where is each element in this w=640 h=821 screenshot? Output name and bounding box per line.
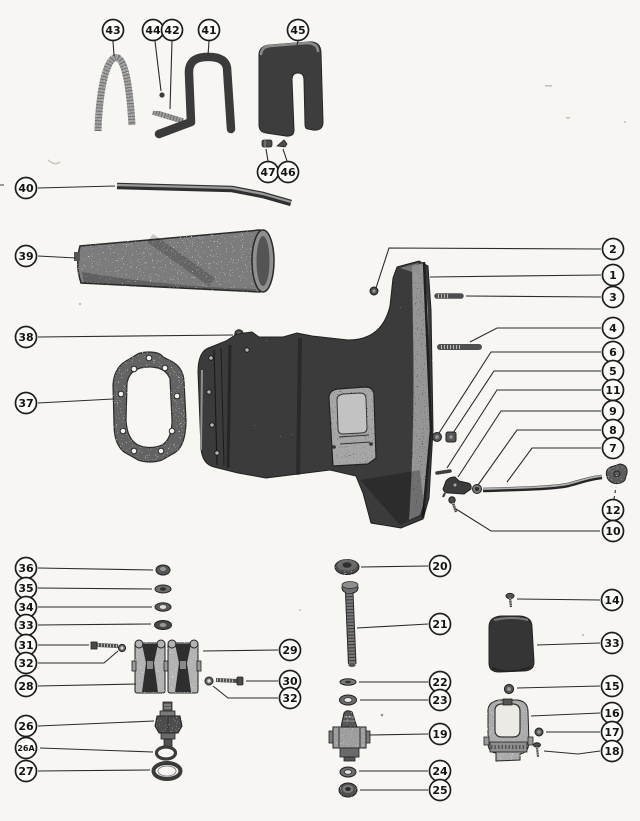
callout-number-14: 14 [604, 593, 620, 607]
callout-number-37: 37 [18, 396, 34, 410]
callout-number-12: 12 [605, 503, 621, 517]
rivet [215, 451, 219, 455]
callout-number-9: 9 [609, 404, 617, 418]
gasket-hole [120, 428, 126, 434]
gasket-hole [169, 428, 175, 434]
mount-tab [197, 661, 201, 671]
part-44-pin [159, 92, 164, 97]
callout-7 [507, 438, 624, 483]
bolt-tip [348, 663, 355, 667]
bracket-lug [528, 737, 533, 745]
coupler-flange [329, 731, 333, 743]
part-9-anchor-bracket [443, 477, 471, 497]
callout-32 [16, 651, 119, 674]
leader-line-40 [38, 186, 115, 188]
part-16-mount-bracket [484, 699, 533, 761]
part-14-screw [506, 593, 514, 607]
callout-24 [359, 761, 451, 782]
callout-number-20: 20 [432, 559, 448, 573]
part-36-nut [156, 565, 170, 575]
callout-11 [447, 380, 624, 469]
body-crease [298, 338, 300, 475]
part-28-engine-mount [132, 640, 168, 693]
part-10-screw [449, 497, 456, 512]
part-30-screw [216, 677, 243, 685]
screw-head [91, 642, 97, 649]
callout-47 [258, 149, 279, 183]
callout-number-31: 31 [18, 638, 34, 652]
washer-hole [121, 647, 124, 650]
callout-number-24: 24 [432, 764, 448, 778]
part-bell-housing [198, 261, 433, 528]
callout-number-38: 38 [18, 330, 34, 344]
callout-28 [16, 676, 137, 697]
part-27-seal-ring [154, 763, 181, 779]
callout-44 [143, 20, 164, 92]
rivet [210, 423, 214, 427]
callout-4 [470, 318, 624, 343]
rubber-mount-body [489, 616, 534, 672]
callout-6 [439, 342, 624, 434]
part-35-washer [155, 585, 171, 593]
leader-line-27 [38, 770, 150, 771]
gasket-hole [158, 448, 164, 454]
part-29-engine-mount [168, 640, 201, 693]
callout-number-11: 11 [605, 383, 621, 397]
part-34-washer [155, 603, 171, 611]
scan-speck [79, 303, 81, 305]
leader-line-36 [38, 568, 153, 570]
nut-hole [507, 687, 511, 691]
gasket-body [113, 352, 186, 462]
leader-line-26 [38, 721, 154, 726]
callout-3 [466, 287, 624, 308]
callout-number-17: 17 [604, 725, 620, 739]
callout-number-40: 40 [18, 181, 34, 195]
part-26A-o-ring [157, 747, 176, 759]
callout-36 [16, 558, 154, 579]
callout-number-35: 35 [18, 581, 34, 595]
callout-46 [278, 149, 299, 183]
callout-number-18: 18 [604, 744, 620, 758]
callout-number-29: 29 [282, 643, 298, 657]
scan-speck [299, 609, 301, 611]
callout-20 [361, 556, 451, 577]
callout-number-19: 19 [432, 727, 448, 741]
callout-number-3: 3 [609, 290, 617, 304]
bracket-hole [454, 484, 457, 487]
leader-line-21 [357, 624, 428, 628]
leader-line-42 [170, 41, 172, 109]
part-6-nut [433, 433, 442, 442]
part-2-nut [370, 287, 378, 295]
mount-lug [190, 640, 198, 648]
callout-number-33: 33 [18, 618, 34, 632]
callout-number-1: 1 [609, 268, 617, 282]
bolt-head-top [342, 582, 358, 589]
callout-26A [16, 738, 154, 759]
part-41-rubber-seal [159, 57, 231, 134]
callout-number-22: 22 [432, 675, 448, 689]
washer-hole [160, 605, 166, 609]
callout-43 [103, 20, 124, 57]
leader-line-4 [470, 328, 601, 342]
callout-number-21: 21 [432, 617, 448, 631]
callout-1 [430, 265, 624, 286]
washer-hole [344, 698, 352, 703]
part-32b-washer [205, 677, 213, 685]
panel-bolt [332, 445, 336, 449]
callout-18 [544, 741, 623, 762]
leader-line-14 [517, 599, 600, 600]
cap-body [606, 464, 627, 484]
part-43-channel-strip [98, 58, 132, 131]
bracket-body [443, 477, 471, 494]
callout-number-16: 16 [604, 706, 620, 720]
mount-lug [135, 640, 143, 648]
callout-12 [603, 487, 624, 521]
leader-line-32 [38, 651, 118, 663]
callout-27 [16, 761, 151, 782]
washer-hole [345, 681, 351, 683]
leader-line-44 [155, 41, 161, 91]
seal-ring-inner [158, 766, 176, 776]
callout-number-44: 44 [145, 23, 161, 37]
callout-number-46: 46 [280, 165, 296, 179]
leader-line-18 [544, 751, 600, 754]
callout-29 [203, 640, 301, 661]
housing-center-panel [329, 387, 376, 466]
scan-speck [582, 634, 584, 636]
part-20-nut [335, 560, 359, 575]
gasket-hole [118, 391, 124, 397]
gasket-hole [131, 448, 137, 454]
part-26-fitting [155, 702, 182, 747]
leader-line-15 [517, 686, 600, 688]
part-42-strip [153, 112, 183, 121]
part-46-rivet [277, 140, 287, 147]
leader-line-46 [283, 149, 287, 161]
callout-number-2: 2 [609, 242, 617, 256]
callout-number-26A: 26A [17, 743, 35, 753]
part-33b-rubber-mount [489, 616, 534, 672]
bracket-window [495, 704, 520, 737]
coupler-stub [344, 757, 355, 761]
callout-38 [16, 327, 234, 348]
leader-line-19 [369, 734, 428, 735]
mount-slot [147, 661, 153, 669]
callout-number-25: 25 [432, 783, 448, 797]
washer-hole [344, 770, 351, 774]
callout-number-30: 30 [282, 674, 298, 688]
part-31-screw [91, 642, 118, 649]
callout-10 [456, 509, 624, 542]
callout-number-32: 32 [282, 691, 298, 705]
screw-head [506, 593, 514, 598]
gasket-hole [174, 393, 180, 399]
part-23-washer [340, 695, 357, 705]
scan-speck [0, 184, 4, 186]
callout-number-8: 8 [609, 423, 617, 437]
fitting-flange [160, 711, 175, 716]
leader-line-9 [458, 411, 601, 477]
bracket-foot [443, 493, 445, 497]
leader-line-33 [537, 643, 600, 645]
callout-25 [360, 780, 451, 801]
scan-speck [48, 160, 60, 164]
leader-line-7 [507, 448, 601, 482]
callout-number-5: 5 [609, 364, 617, 378]
part-17-nut [535, 728, 543, 736]
leader-line-33 [38, 624, 151, 625]
scan-speck [566, 117, 570, 119]
tube-left-tab [74, 252, 80, 261]
callout-23 [360, 690, 451, 711]
mount-lug [157, 640, 165, 648]
part-5-nut [446, 432, 456, 442]
part-11-pin [437, 471, 450, 473]
gasket-hole [162, 365, 168, 371]
leader-line-6 [439, 352, 601, 433]
scan-speck [545, 85, 552, 87]
coupler-base [340, 748, 359, 757]
nut-hole [449, 435, 452, 438]
coupler-flange [366, 731, 370, 743]
callout-number-23: 23 [432, 693, 448, 707]
washer-hole [207, 679, 210, 682]
leader-line-11 [447, 390, 601, 468]
callout-number-34: 34 [18, 600, 34, 614]
callout-number-41: 41 [201, 23, 217, 37]
callout-number-28: 28 [18, 679, 34, 693]
screw-head [449, 497, 455, 503]
rivet [209, 356, 213, 360]
fitting-stem [163, 702, 172, 712]
washer-hole [475, 487, 479, 491]
screw-head [534, 743, 541, 747]
mount-tab [164, 661, 168, 671]
callout-number-47: 47 [260, 165, 276, 179]
screw-head [237, 677, 243, 685]
callout-39 [16, 246, 77, 267]
callout-number-4: 4 [609, 321, 617, 335]
callout-33 [537, 633, 623, 654]
boot-body [259, 42, 323, 136]
callout-32 [213, 686, 301, 709]
leader-line-3 [466, 296, 601, 297]
fitting-collar [161, 733, 175, 739]
bracket-lug [484, 737, 489, 745]
callout-35 [16, 578, 153, 599]
leader-line-28 [38, 684, 136, 686]
bracket-notch [503, 699, 512, 705]
callout-26 [16, 716, 155, 737]
part-12-cap [606, 464, 627, 484]
part-22-washer [340, 679, 356, 685]
leader-line-32 [213, 686, 278, 698]
part-37-gasket [113, 352, 186, 462]
callout-number-45: 45 [290, 23, 306, 37]
part-7-link-rod [483, 476, 602, 490]
leader-line-39 [38, 256, 76, 258]
callout-number-7: 7 [609, 441, 617, 455]
leader-line-10 [456, 509, 600, 531]
callout-17 [546, 722, 623, 743]
nut-hole [343, 562, 352, 568]
callout-number-15: 15 [604, 679, 620, 693]
part-40-shift-rod [117, 185, 291, 203]
callout-number-27: 27 [18, 764, 34, 778]
gasket-hole [131, 366, 137, 372]
part-25-nut [339, 783, 357, 797]
coupler-cone [341, 711, 357, 727]
part-8-washer [473, 485, 482, 494]
callout-number-36: 36 [18, 561, 34, 575]
callout-number-42: 42 [164, 23, 180, 37]
callout-number-33: 33 [604, 636, 620, 650]
leader-line-29 [203, 650, 278, 651]
callout-number-6: 6 [609, 345, 617, 359]
leader-line-20 [361, 566, 428, 567]
leader-line-47 [266, 149, 268, 161]
panel-window [337, 393, 367, 434]
callout-42 [162, 20, 183, 110]
callout-37 [16, 393, 114, 414]
sleeve-body [262, 140, 272, 147]
leader-line-12 [614, 487, 616, 499]
leader-line-35 [38, 588, 152, 589]
collar-highlight [201, 370, 202, 450]
leader-line-37 [38, 399, 113, 403]
leader-line-43 [113, 41, 114, 56]
part-21-bolt [342, 582, 358, 668]
leader-line-1 [430, 275, 601, 277]
scan-speck [381, 714, 384, 717]
mount-tab [132, 661, 136, 671]
callout-45 [288, 20, 309, 46]
part-24-washer [340, 767, 356, 777]
part-32-washer [118, 644, 125, 651]
callout-34 [16, 597, 153, 618]
callout-40 [16, 178, 116, 199]
body-crease [228, 345, 230, 468]
callout-16 [531, 703, 623, 724]
callout-15 [517, 676, 623, 697]
part-47-sleeve [262, 140, 272, 147]
callout-33 [16, 615, 152, 636]
callout-number-26: 26 [18, 719, 34, 733]
gasket-hole [146, 355, 152, 361]
washer-hole [160, 623, 167, 627]
mount-lug [168, 640, 176, 648]
rivet [245, 348, 249, 352]
part-18-screw [534, 743, 541, 757]
part-19-coupler [329, 711, 370, 761]
coupler-block [333, 727, 366, 748]
part-39-tilt-tube [74, 230, 274, 292]
callout-number-43: 43 [105, 23, 121, 37]
leader-line-38 [38, 335, 233, 337]
leader-line-16 [531, 713, 600, 716]
part-33-washer [155, 621, 172, 630]
callout-number-32: 32 [18, 656, 34, 670]
callout-41 [199, 20, 220, 57]
tube-bore [257, 236, 270, 286]
rivet [207, 390, 211, 394]
nut-hole [345, 787, 351, 791]
callout-number-10: 10 [605, 524, 621, 538]
seal-body [159, 57, 231, 134]
nut-hole [160, 567, 166, 571]
leader-line-8 [478, 430, 601, 485]
part-45-exhaust-boot [259, 42, 323, 136]
scan-speck [624, 121, 626, 123]
mount-slot [180, 661, 186, 669]
nut-hole [537, 730, 540, 733]
washer-hole [160, 587, 166, 591]
callout-21 [357, 614, 451, 635]
part-15-nut [504, 684, 513, 693]
panel-bolt [369, 442, 373, 446]
nut-hole [435, 435, 439, 439]
callout-number-39: 39 [18, 249, 34, 263]
nut-hole [372, 289, 375, 292]
leader-line-26A [40, 748, 153, 752]
callout-14 [517, 590, 623, 611]
callout-19 [369, 724, 451, 745]
